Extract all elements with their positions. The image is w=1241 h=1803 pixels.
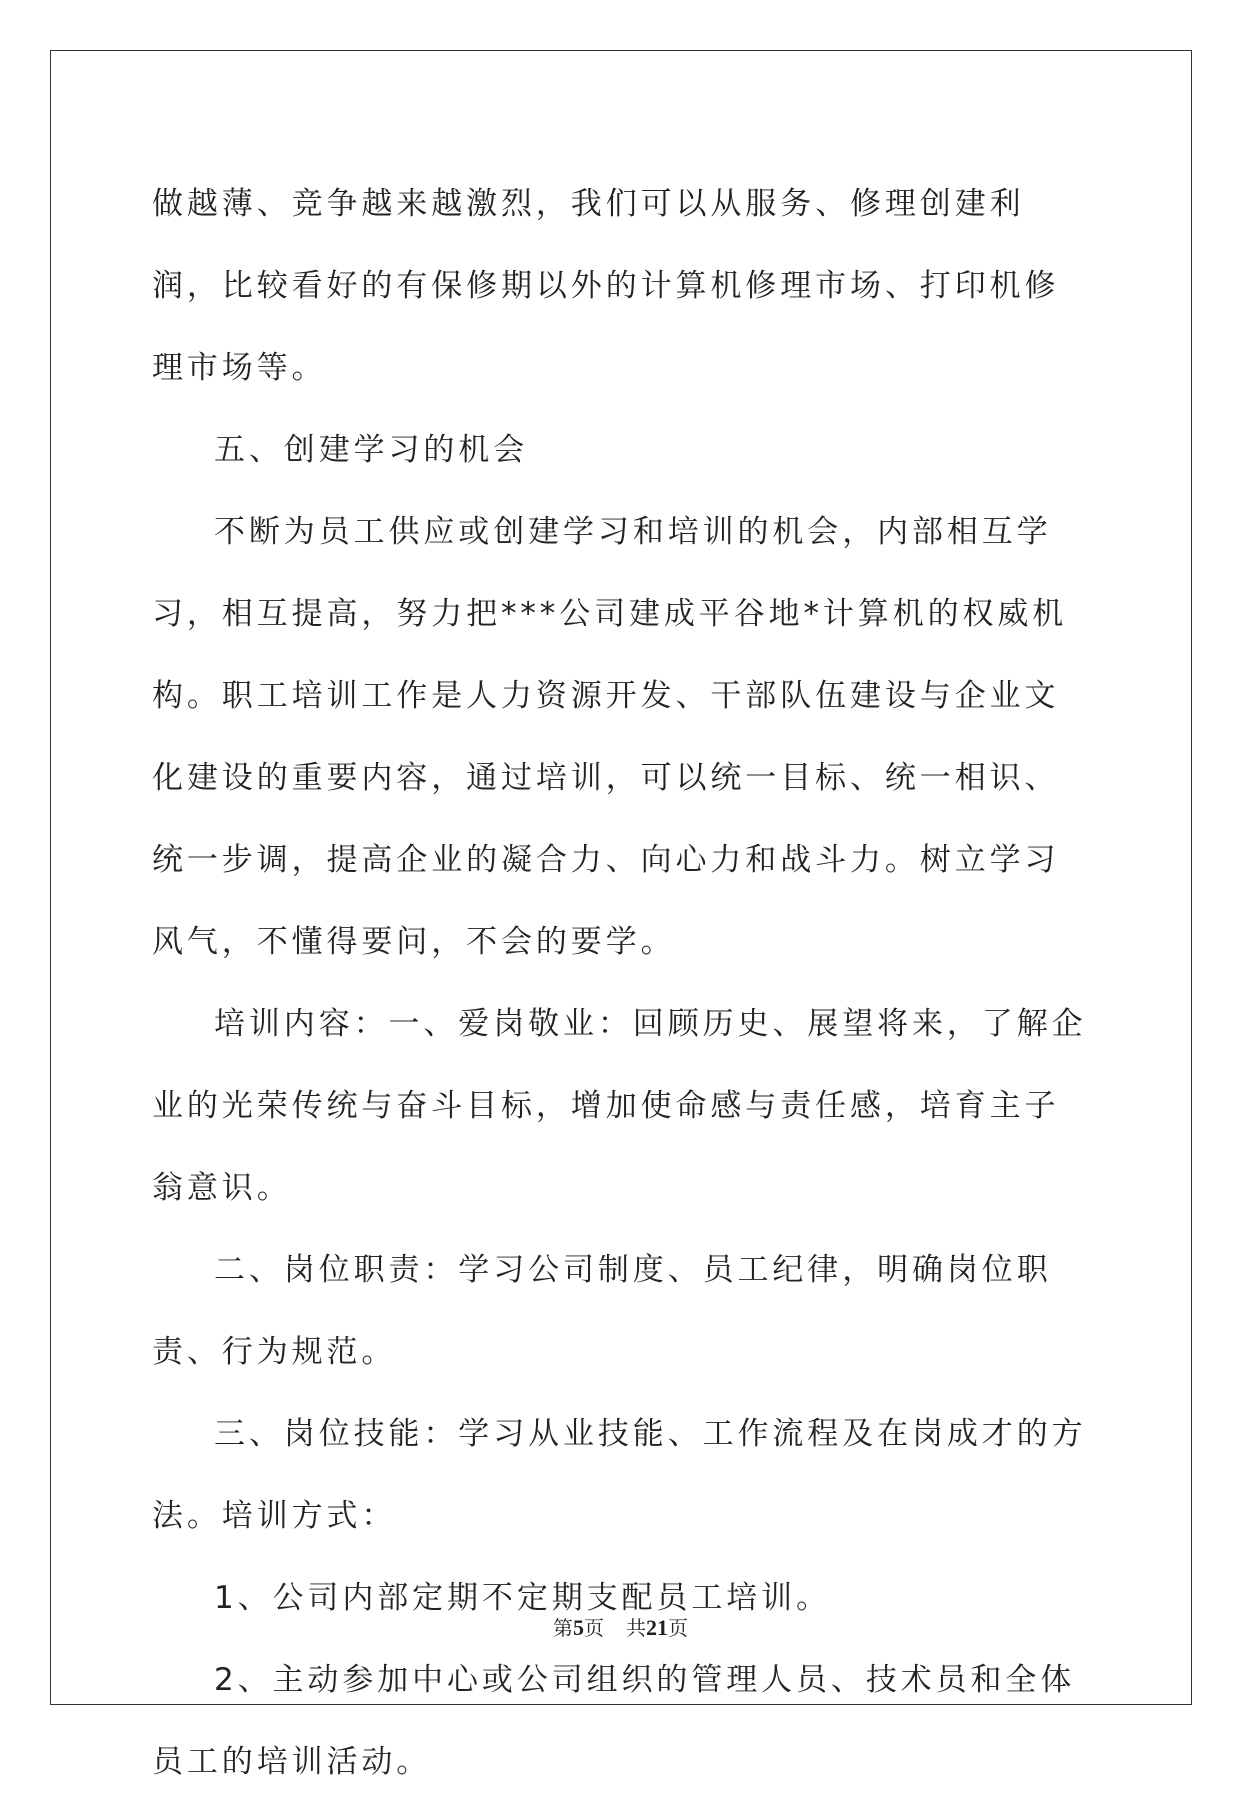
- paragraph: 三、岗位技能：学习从业技能、工作流程及在岗成才的方法。培训方式：: [152, 1416, 1087, 1534]
- footer-page-prefix: 第: [553, 1616, 573, 1640]
- footer-total-pages: 21: [646, 1615, 668, 1640]
- section-heading: 五、创建学习的机会: [214, 432, 529, 468]
- paragraph: 培训内容：一、爱岗敬业：回顾历史、展望将来，了解企业的光荣传统与奋斗目标，增加使命感与责任感，培育主子翁意识。: [152, 1006, 1087, 1206]
- footer-total-prefix: 共: [626, 1616, 646, 1640]
- footer-page-number: 5: [573, 1615, 584, 1640]
- footer-total-suffix: 页: [668, 1616, 688, 1640]
- paragraph: 做越薄、竞争越来越激烈，我们可以从服务、修理创建利润，比较看好的有保修期以外的计算机修理市场、打印机修理市场等。: [152, 186, 1060, 386]
- list-item: 2、主动参加中心或公司组织的管理人员、技术员和全体员工的培训活动。: [152, 1662, 1076, 1780]
- list-item: 1、公司内部定期不定期支配员工培训。: [214, 1580, 831, 1616]
- page-footer: [0, 1612, 1241, 1641]
- paragraph: 二、岗位职责：学习公司制度、员工纪律，明确岗位职责、行为规范。: [152, 1252, 1052, 1370]
- footer-page-suffix: 页: [584, 1616, 604, 1640]
- document-body: [152, 163, 1092, 1803]
- paragraph: 不断为员工供应或创建学习和培训的机会，内部相互学习，相互提高，努力把***公司建成平谷地*计算机的权威机构。职工培训工作是人力资源开发、干部队伍建设与企业文化建设的重要内容，通过培训，可以统一目标、统一相识、统一步调，提高企业的凝合力、向心力和战斗力。树立学习风气，不懂得要问，不会的要学。: [152, 514, 1068, 960]
